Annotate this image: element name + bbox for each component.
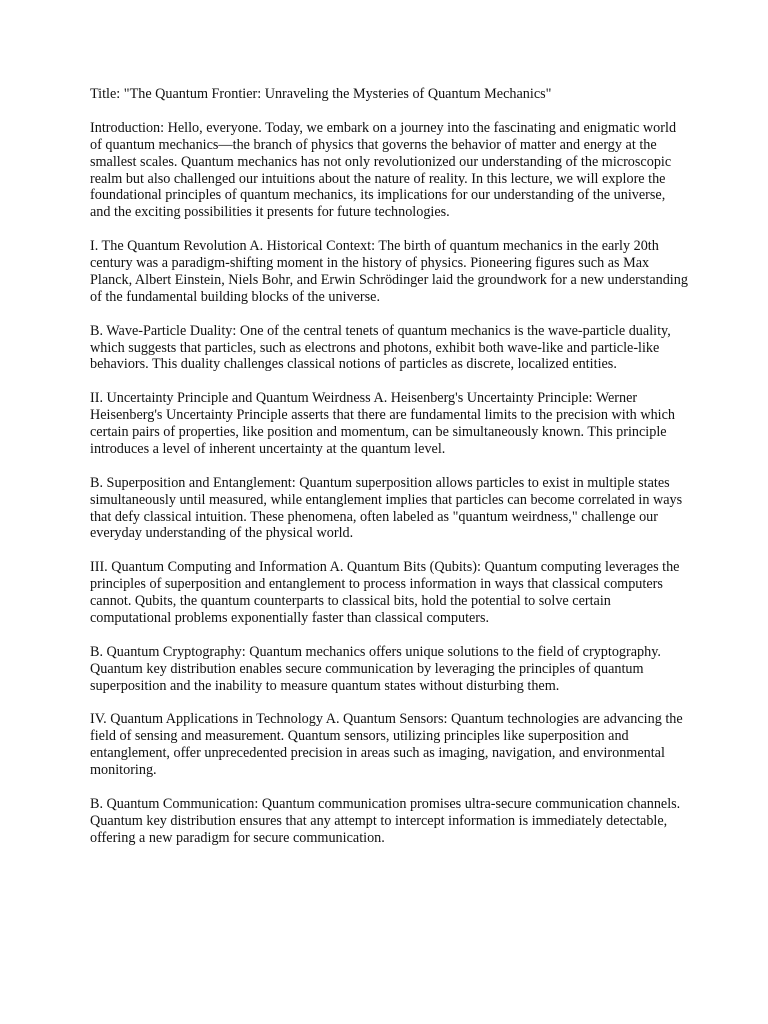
document-page	[90, 86, 688, 864]
document-title: Title: "The Quantum Frontier: Unraveling the Mysteries of Quantum Mechanics"	[90, 86, 552, 102]
paragraph-quantum-computing: III. Quantum Computing and Information A. Quantum Bits (Qubits): Quantum computing leverages the principles of superposition and entanglement to process information in ways that classical computers cannot. Qubits, the quantum counterparts to classical bits, hold the potential to solve certain computational problems exponentially faster than classical computers.	[90, 559, 680, 626]
paragraph-superposition-entanglement: B. Superposition and Entanglement: Quantum superposition allows particles to exist in multiple states simultaneously until measured, while entanglement implies that particles can become correlated in ways that defy classical intuition. These phenomena, often labeled as "quantum weirdness," challenge our everyday understanding of the physical world.	[90, 474, 683, 542]
paragraph-uncertainty-principle: II. Uncertainty Principle and Quantum Weirdness A. Heisenberg's Uncertainty Principle: Werner Heisenberg's Uncertainty Principle asserts that there are fundamental limits to the precision with which certain pairs of properties, like position and momentum, can be simultaneously known. This principle introduces a level of inherent uncertainty at the quantum level.	[90, 390, 675, 457]
paragraph-introduction: Introduction: Hello, everyone. Today, we embark on a journey into the fascinating and enigmatic world of quantum mechanics—the branch of physics that governs the behavior of matter and energy at the smallest scales. Quantum mechanics has not only revolutionized our understanding of the microscopic realm but also challenged our intuitions about the nature of reality. In this lecture, we will explore the foundational principles of quantum mechanics, its implications for our understanding of the universe, and the exciting possibilities it presents for future technologies.	[90, 119, 677, 221]
paragraph-quantum-revolution: I. The Quantum Revolution A. Historical Context: The birth of quantum mechanics in the early 20th century was a paradigm-shifting moment in the history of physics. Pioneering figures such as Max Planck, Albert Einstein, Niels Bohr, and Erwin Schrödinger laid the groundwork for a new understanding of the fundamental building blocks of the universe.	[90, 238, 688, 305]
paragraph-quantum-sensors: IV. Quantum Applications in Technology A. Quantum Sensors: Quantum technologies are advancing the field of sensing and measurement. Quantum sensors, utilizing principles like superposition and entanglement, offer unprecedented precision in areas such as imaging, navigation, and environmental monitoring.	[90, 711, 683, 779]
paragraph-wave-particle-duality: B. Wave-Particle Duality: One of the central tenets of quantum mechanics is the wave-particle duality, which suggests that particles, such as electrons and photons, exhibit both wave-like and particle-like behaviors. This duality challenges classical notions of particles as discrete, localized entities.	[90, 322, 671, 373]
paragraph-quantum-cryptography: B. Quantum Cryptography: Quantum mechanics offers unique solutions to the field of cryptography. Quantum key distribution enables secure communication by leveraging the principles of quantum superposition and the inability to measure quantum states without disturbing them.	[90, 643, 661, 694]
paragraph-quantum-communication: B. Quantum Communication: Quantum communication promises ultra-secure communication channels. Quantum key distribution ensures that any attempt to intercept information is immediately detectable, offering a new paradigm for secure communication.	[90, 795, 681, 846]
